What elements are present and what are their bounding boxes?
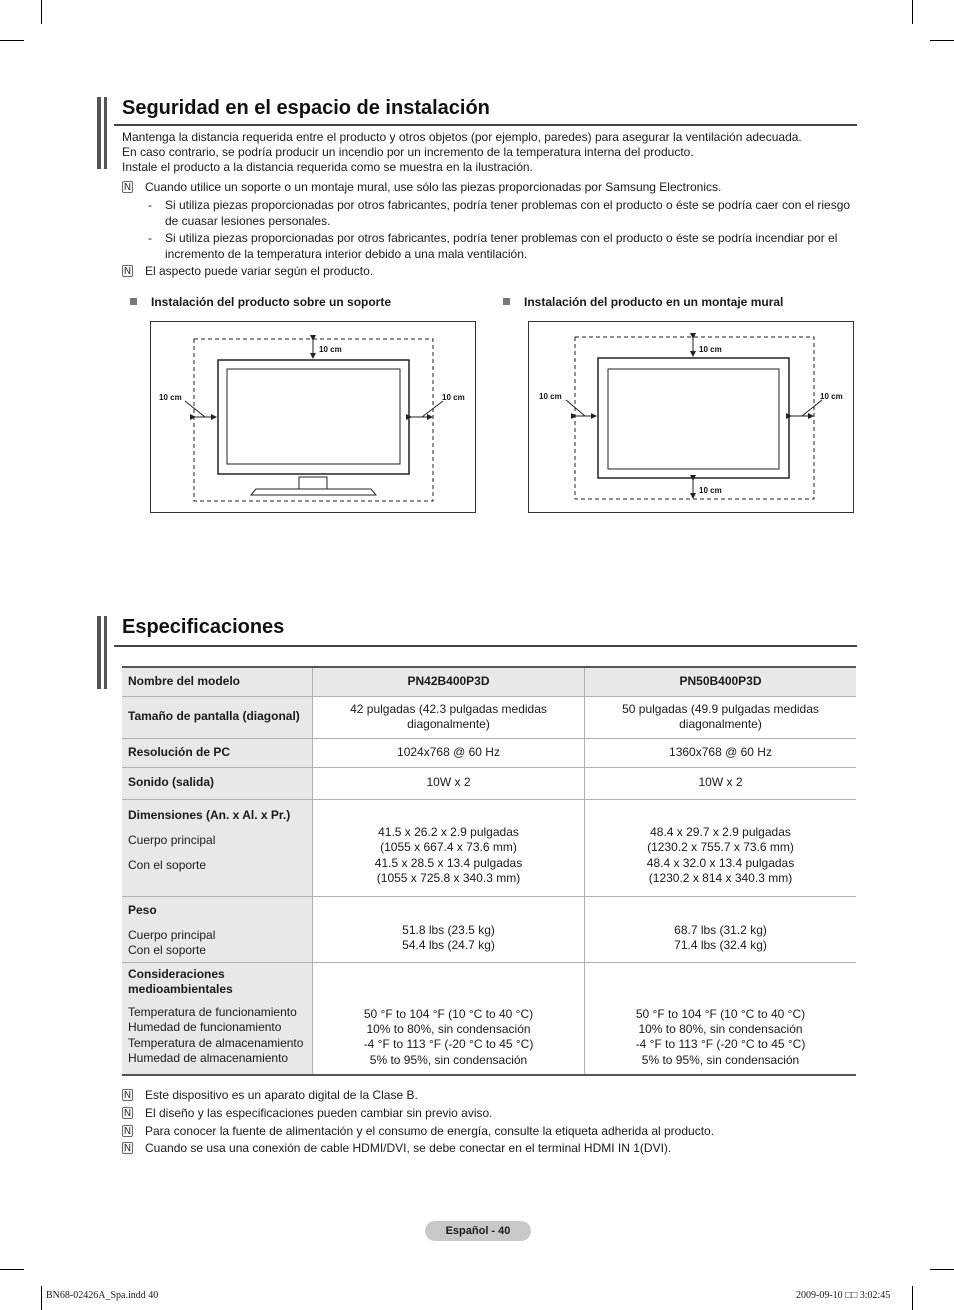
row-label-sub: Humedad de funcionamiento <box>128 1020 282 1035</box>
cell-line: 41.5 x 28.5 x 13.4 pulgadas <box>374 855 523 870</box>
note-icon: N <box>123 182 132 193</box>
stand-diagram <box>151 322 477 514</box>
cell-line: (1055 x 725.8 x 340.3 mm) <box>376 870 521 885</box>
figure-stand <box>150 321 476 513</box>
footer-file-info: BN68-02426A_Spa.indd 40 <box>46 1290 159 1301</box>
cell-line: -4 °F to 113 °F (-20 °C to 45 °C) <box>363 1037 534 1052</box>
note-icon: N <box>123 1090 132 1101</box>
tv-neck <box>299 477 327 489</box>
cell-line: 50 °F to 104 °F (10 °C to 40 °C) <box>363 1006 534 1021</box>
table-row <box>122 767 856 799</box>
note-item <box>122 1088 852 1104</box>
cell-line: 48.4 x 32.0 x 13.4 pulgadas <box>646 855 795 870</box>
row-label-title: Dimensiones (An. x Al. x Pr.) <box>128 807 291 822</box>
label-bottom: 10 cm <box>699 486 722 495</box>
table-cell: 1360x768 @ 60 Hz <box>585 738 857 767</box>
row-label: Sonido (salida) <box>122 767 313 799</box>
row-label-sub: Cuerpo principal <box>128 927 216 942</box>
row-label-sub: Cuerpo principal <box>128 832 216 847</box>
cell-line: 48.4 x 29.7 x 2.9 pulgadas <box>650 824 791 839</box>
crop-mark <box>930 1269 954 1270</box>
intro-line: Mantenga la distancia requerida entre el producto y otros objetos (por ejemplo, paredes) para asegurar la ventilación adecuada. <box>122 130 802 144</box>
tv-base <box>251 489 376 495</box>
crop-mark <box>41 0 42 24</box>
table-cell <box>585 962 857 1075</box>
cell-line: 51.8 lbs (23.5 kg) <box>402 922 495 937</box>
note-item <box>122 1106 852 1122</box>
table-header-cell: PN50B400P3D <box>585 667 857 696</box>
note-item <box>122 264 852 280</box>
intro-line: Instale el producto a la distancia requerida como se muestra en la ilustración. <box>122 160 533 174</box>
note-icon: N <box>123 1143 132 1154</box>
table-cell: 1024x768 @ 60 Hz <box>313 738 585 767</box>
table-row <box>122 962 856 1075</box>
row-label: Tamaño de pantalla (diagonal) <box>122 696 313 738</box>
section-title-installation: Seguridad en el espacio de instalación <box>122 97 490 119</box>
tv-bezel <box>598 358 789 478</box>
row-label-title: Consideraciones <box>128 966 225 981</box>
figure-wall <box>528 321 854 513</box>
table-cell <box>585 896 857 962</box>
footer-timestamp: 2009-09-10 □□ 3:02:45 <box>796 1290 891 1301</box>
section-rule <box>114 645 857 647</box>
note-item <box>122 1141 852 1157</box>
row-label-sub: Temperatura de almacenamiento <box>128 1035 304 1050</box>
cell-line: 54.4 lbs (24.7 kg) <box>402 938 495 952</box>
crop-mark <box>0 40 24 41</box>
table-cell: 10W x 2 <box>313 767 585 799</box>
cell-line: (1230.2 x 755.7 x 73.6 mm) <box>647 840 794 855</box>
dash-text: Si utiliza piezas proporcionadas por otros fabricantes, podría tener problemas con el producto o éste se podría incendiar por el incremento de la temperatura interior debido a una mala ventilación. <box>165 231 838 261</box>
section-title-specifications: Especificaciones <box>122 616 285 638</box>
row-label <box>122 799 313 896</box>
cell-line: 5% to 95%, sin condensación <box>369 1052 528 1067</box>
dash-text: Si utiliza piezas proporcionadas por otros fabricantes, podría tener problemas con el producto o éste se podría caer con el riesgo de cuasar lesiones personales. <box>165 198 851 228</box>
note-text: Para conocer la fuente de alimentación y el consumo de energía, consulte la etiqueta adherida al producto. <box>145 1124 715 1138</box>
section-marker <box>97 616 111 689</box>
label-left: 10 cm <box>159 393 182 402</box>
row-label-title: medioambientales <box>128 981 233 996</box>
note-text: El aspecto puede variar según el producto. <box>145 264 374 278</box>
cell-line: (1055 x 667.4 x 73.6 mm) <box>380 840 517 855</box>
table-cell: 42 pulgadas (42.3 pulgadas medidas diagonalmente) <box>313 696 585 738</box>
spec-table <box>122 666 856 1076</box>
cell-line: (1230.2 x 814 x 340.3 mm) <box>648 870 793 885</box>
table-cell <box>313 962 585 1075</box>
tv-bezel <box>218 360 409 474</box>
dash-mark: - <box>148 231 152 245</box>
table-cell <box>313 896 585 962</box>
crop-mark <box>41 1286 42 1310</box>
table-row <box>122 896 856 962</box>
row-label-sub: Humedad de almacenamiento <box>128 1050 289 1065</box>
label-top: 10 cm <box>319 345 342 354</box>
caption-text: Instalación del producto en un montaje mural <box>524 295 784 309</box>
table-row <box>122 799 856 896</box>
intro-line: En caso contrario, se podría producir un incendio por un incremento de la temperatura interna del producto. <box>122 145 694 159</box>
dash-item <box>148 198 854 230</box>
note-item <box>122 180 852 196</box>
row-label-title: Peso <box>128 902 157 917</box>
crop-mark <box>930 40 954 41</box>
table-cell: 50 pulgadas (49.9 pulgadas medidas diagonalmente) <box>585 696 857 738</box>
note-icon: N <box>123 266 132 277</box>
cell-line: -4 °F to 113 °F (-20 °C to 45 °C) <box>635 1037 806 1052</box>
section-marker <box>97 97 111 169</box>
table-row <box>122 696 856 738</box>
row-label <box>122 896 313 962</box>
intro-paragraph <box>122 130 852 175</box>
leader-right <box>802 400 822 416</box>
page-number-badge: Español - 40 <box>425 1221 531 1241</box>
table-header-cell: PN42B400P3D <box>313 667 585 696</box>
note-text: Este dispositivo es un aparato digital de la Clase B. <box>145 1088 418 1102</box>
table-row <box>122 667 856 696</box>
table-row <box>122 738 856 767</box>
table-header-cell: Nombre del modelo <box>122 667 313 696</box>
label-left: 10 cm <box>539 392 562 401</box>
note-text: Cuando utilice un soporte o un montaje mural, use sólo las piezas proporcionadas por Samsung Electronics. <box>145 180 722 194</box>
row-label-sub: Temperatura de funcionamiento <box>128 1005 297 1020</box>
note-icon: N <box>123 1126 132 1137</box>
cell-line: 5% to 95%, sin condensación <box>641 1052 800 1067</box>
crop-mark <box>0 1269 24 1270</box>
wall-diagram <box>529 322 855 514</box>
cell-line: 10% to 80%, sin condensación <box>366 1021 531 1036</box>
crop-mark <box>912 0 913 24</box>
figure-caption-stand <box>130 295 391 309</box>
note-text: El diseño y las especificaciones pueden cambiar sin previo aviso. <box>145 1106 493 1120</box>
cell-line: 71.4 lbs (32.4 kg) <box>674 938 767 952</box>
row-label-sub: Con el soporte <box>128 858 207 873</box>
label-right: 10 cm <box>442 393 465 402</box>
cell-line: 50 °F to 104 °F (10 °C to 40 °C) <box>635 1006 806 1021</box>
crop-mark <box>912 1286 913 1310</box>
dash-mark: - <box>148 198 152 212</box>
note-icon: N <box>123 1108 132 1119</box>
table-cell <box>585 799 857 896</box>
square-bullet-icon <box>503 298 510 305</box>
cell-line: 68.7 lbs (31.2 kg) <box>674 922 767 937</box>
cell-line: 10% to 80%, sin condensación <box>638 1021 803 1036</box>
caption-text: Instalación del producto sobre un soporte <box>151 295 392 309</box>
row-label-sub: Con el soporte <box>128 943 207 958</box>
note-text: Cuando se usa una conexión de cable HDMI/DVI, se debe conectar en el terminal HDMI IN 1(DVI). <box>145 1141 672 1155</box>
cell-line: 41.5 x 26.2 x 2.9 pulgadas <box>378 824 519 839</box>
label-top: 10 cm <box>699 345 722 354</box>
figure-caption-wall <box>503 295 783 309</box>
dash-item <box>148 231 854 263</box>
note-item <box>122 1124 852 1140</box>
square-bullet-icon <box>130 298 137 305</box>
row-label: Resolución de PC <box>122 738 313 767</box>
row-label <box>122 962 313 1075</box>
section-rule <box>114 124 857 126</box>
leader-left <box>185 401 205 417</box>
table-cell <box>313 799 585 896</box>
table-cell: 10W x 2 <box>585 767 857 799</box>
label-right: 10 cm <box>820 392 843 401</box>
